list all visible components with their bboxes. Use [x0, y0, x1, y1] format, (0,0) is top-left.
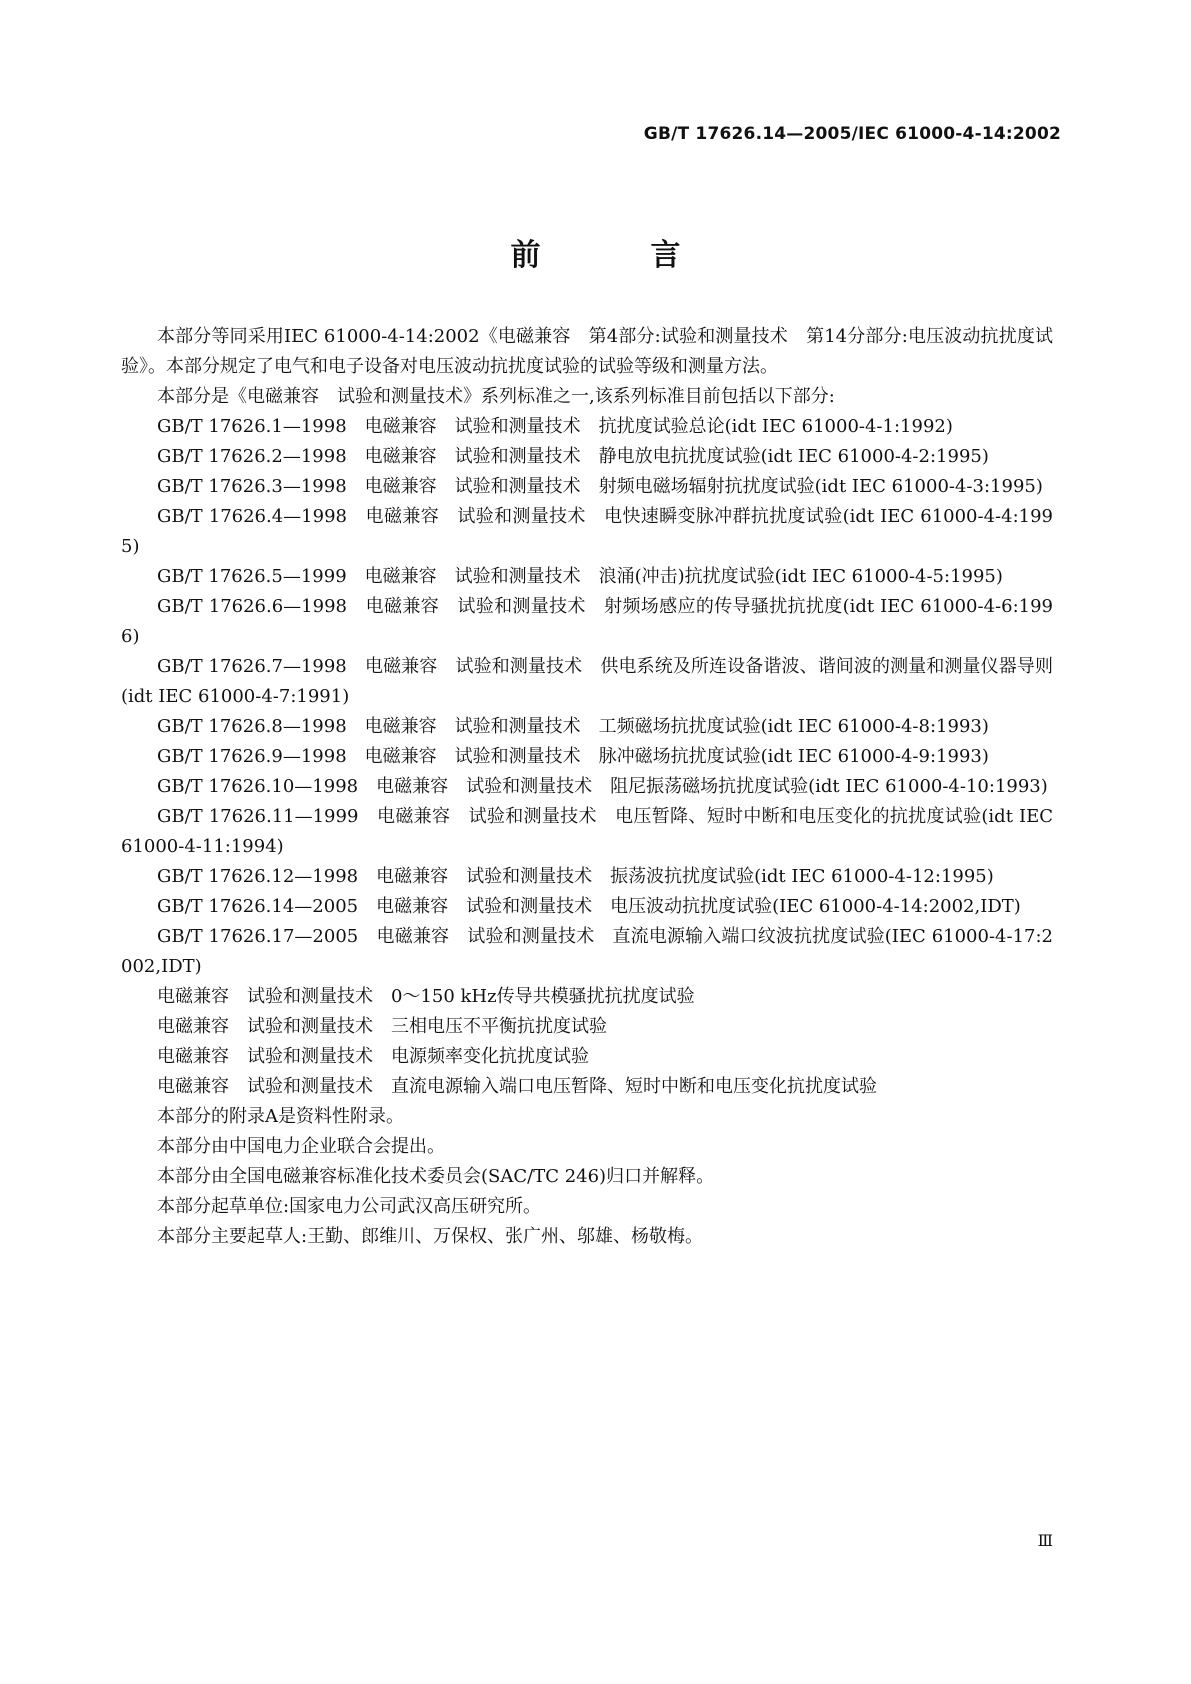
- foreword-title: 前 言: [510, 238, 721, 273]
- standard-item-8: GB/T 17626.8—1998 电磁兼容 试验和测量技术 工频磁场抗扰度试验(idt IEC 61000-4-8:1993): [157, 716, 989, 737]
- standard-item-5: GB/T 17626.5—1999 电磁兼容 试验和测量技术 浪涌(冲击)抗扰度试验(idt IEC 61000-4-5:1995): [157, 566, 1003, 587]
- standard-item-17: GB/T 17626.17—2005 电磁兼容 试验和测量技术 直流电源输入端口纹波抗扰度试验(IEC 61000-4-17:2002,IDT): [121, 926, 1053, 977]
- standard-item-6: GB/T 17626.6—1998 电磁兼容 试验和测量技术 射频场感应的传导骚扰抗扰度(idt IEC 61000-4-6:1996): [121, 596, 1053, 647]
- page-number: Ⅲ: [1037, 1531, 1054, 1550]
- planned-standard-item-2: 电磁兼容 试验和测量技术 三相电压不平衡抗扰度试验: [157, 1016, 607, 1037]
- standard-item-10: GB/T 17626.10—1998 电磁兼容 试验和测量技术 阻尼振荡磁场抗扰度试验(idt IEC 61000-4-10:1993): [157, 776, 1048, 797]
- standard-item-7: GB/T 17626.7—1998 电磁兼容 试验和测量技术 供电系统及所连设备谐波、谐间波的测量和测量仪器导则(idt IEC 61000-4-7:1991): [121, 656, 1053, 707]
- standard-item-12: GB/T 17626.12—1998 电磁兼容 试验和测量技术 振荡波抗扰度试验(idt IEC 61000-4-12:1995): [157, 866, 994, 887]
- intro-paragraph-2: 本部分是《电磁兼容 试验和测量技术》系列标准之一,该系列标准目前包括以下部分:: [157, 386, 835, 407]
- intro-paragraph-1: 本部分等同采用IEC 61000-4-14:2002《电磁兼容 第4部分:试验和测量技术 第14分部分:电压波动抗扰度试验》。本部分规定了电气和电子设备对电压波动抗扰度试验的试验等级和测量方法。: [121, 326, 1053, 377]
- proposed-by: 本部分由中国电力企业联合会提出。: [157, 1136, 445, 1157]
- standard-item-11: GB/T 17626.11—1999 电磁兼容 试验和测量技术 电压暂降、短时中断和电压变化的抗扰度试验(idt IEC 61000-4-11:1994): [121, 806, 1053, 857]
- planned-standard-item-1: 电磁兼容 试验和测量技术 0～150 kHz传导共模骚扰抗扰度试验: [157, 986, 695, 1007]
- appendix-note: 本部分的附录A是资料性附录。: [157, 1106, 404, 1127]
- managed-by: 本部分由全国电磁兼容标准化技术委员会(SAC/TC 246)归口并解释。: [157, 1166, 715, 1187]
- planned-standard-item-4: 电磁兼容 试验和测量技术 直流电源输入端口电压暂降、短时中断和电压变化抗扰度试验: [157, 1076, 877, 1097]
- standard-item-14: GB/T 17626.14—2005 电磁兼容 试验和测量技术 电压波动抗扰度试验(IEC 61000-4-14:2002,IDT): [157, 896, 1021, 917]
- standard-item-4: GB/T 17626.4—1998 电磁兼容 试验和测量技术 电快速瞬变脉冲群抗扰度试验(idt IEC 61000-4-4:1995): [121, 506, 1053, 557]
- standard-code-header: GB/T 17626.14—2005/IEC 61000-4-14:2002: [643, 124, 1061, 144]
- standard-item-9: GB/T 17626.9—1998 电磁兼容 试验和测量技术 脉冲磁场抗扰度试验(idt IEC 61000-4-9:1993): [157, 746, 989, 767]
- standard-item-2: GB/T 17626.2—1998 电磁兼容 试验和测量技术 静电放电抗扰度试验(idt IEC 61000-4-2:1995): [157, 446, 989, 467]
- foreword-content: [121, 322, 1053, 1252]
- planned-standard-item-3: 电磁兼容 试验和测量技术 电源频率变化抗扰度试验: [157, 1046, 589, 1067]
- standard-item-3: GB/T 17626.3—1998 电磁兼容 试验和测量技术 射频电磁场辐射抗扰度试验(idt IEC 61000-4-3:1995): [157, 476, 1043, 497]
- standards-list: [121, 412, 1053, 1102]
- drafting-unit: 本部分起草单位:国家电力公司武汉高压研究所。: [157, 1196, 542, 1217]
- standard-item-1: GB/T 17626.1—1998 电磁兼容 试验和测量技术 抗扰度试验总论(idt IEC 61000-4-1:1992): [157, 416, 953, 437]
- drafters: 本部分主要起草人:王勤、郎维川、万保权、张广州、邬雄、杨敬梅。: [157, 1226, 704, 1247]
